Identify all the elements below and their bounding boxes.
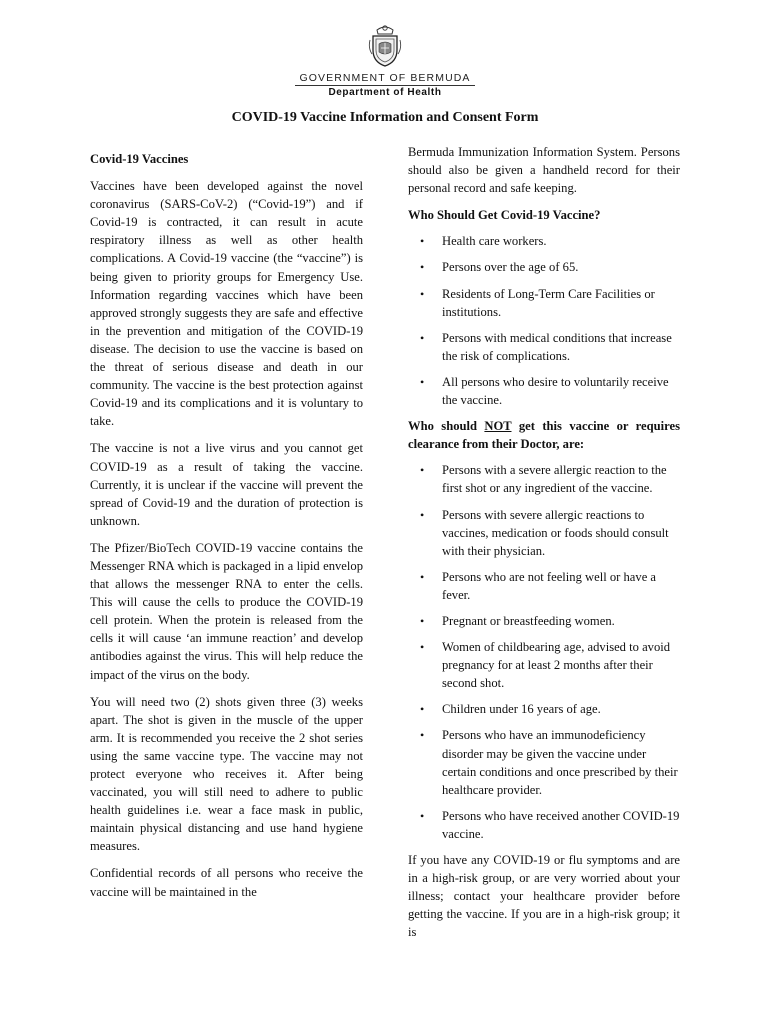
right-column: [408, 143, 680, 950]
list-item: • Health care workers.: [408, 232, 680, 250]
who-not-heading: Who should NOT get this vaccine or requires clearance from their Doctor, are:: [408, 419, 680, 452]
paragraph: The vaccine is not a live virus and you cannot get COVID-19 as a result of taking the vaccine. Currently, it is unclear if the vaccine will prevent the spread of Covid-19 and the duration of protection is unknown.: [90, 441, 363, 528]
paragraph: You will need two (2) shots given three (3) weeks apart. The shot is given in the muscle of the upper arm. It is recommended you receive the 2 shot series using the same vaccine type. The vaccine may not protect everyone who receives it. After being vaccinated, you will still need to adhere to public health guidelines i.e. wear a face mask in public, maintain physical distancing and use hand hygiene measures.: [90, 694, 363, 854]
left-column: [90, 142, 363, 910]
list-item: • All persons who desire to voluntarily receive the vaccine.: [408, 373, 680, 409]
list-item: • Pregnant or breastfeeding women.: [408, 612, 680, 630]
list-item: • Persons with medical conditions that increase the risk of complications.: [408, 329, 680, 365]
department-name: Department of Health: [328, 87, 442, 98]
list-item: • Persons who have received another COVID-19 vaccine.: [408, 807, 680, 843]
list-item: • Persons who are not feeling well or have a fever.: [408, 568, 680, 604]
list-item: • Persons who have an immunodeficiency disorder may be given the vaccine under certain conditions and once prescribed by their healthcare provider.: [408, 726, 680, 798]
paragraph: Confidential records of all persons who receive the vaccine will be maintained in the: [90, 866, 363, 899]
list-item: • Children under 16 years of age.: [408, 700, 680, 718]
list-item: • Residents of Long-Term Care Facilities or institutions.: [408, 285, 680, 321]
letterhead: [0, 22, 770, 98]
paragraph: The Pfizer/BioTech COVID-19 vaccine contains the Messenger RNA which is packaged in a lipid envelop that allows the messenger RNA to enter the cells. This will cause the cells to produce the COVID-19 cell protein. When the protein is released from the cells it will cause ‘an immune reaction’ and develop antibodies against the virus. This will help reduce the impact of the virus on the body.: [90, 540, 363, 682]
paragraph: Bermuda Immunization Information System. Persons should also be given a handheld record for their personal record and safe keeping.: [408, 145, 680, 196]
paragraph: If you have any COVID-19 or flu symptoms and are in a high-risk group, or are very worried about your illness; contact your healthcare provider before getting the vaccine. If you are in a high-risk group; it is: [408, 853, 680, 940]
list-item: • Persons with a severe allergic reaction to the first shot or any ingredient of the vaccine.: [408, 461, 680, 497]
list-item: • Women of childbearing age, advised to avoid pregnancy for at least 2 months after their second shot.: [408, 638, 680, 692]
paragraph: Vaccines have been developed against the novel coronavirus (SARS-CoV-2) (“Covid-19”) and if Covid-19 is contracted, it can result in acute respiratory illness as well as other health complications. A Covid-19 vaccine (the “vaccine”) is being given to priority groups for Emergency Use. Information regarding vaccines which have been approved strongly suggests they are safe and effective in the prevention and mitigation of the COVID-19 disease. The decision to use the vaccine is based on the threat of serious disease and death in our community. The vaccine is the best protection against Covid-19 and its complications and it is voluntary to take.: [90, 179, 363, 429]
who-should-heading: Who Should Get Covid-19 Vaccine?: [408, 208, 601, 223]
form-title: COVID-19 Vaccine Information and Consent Form: [231, 110, 539, 125]
vaccines-heading: Covid-19 Vaccines: [90, 152, 189, 166]
who-not-list: [408, 461, 680, 843]
government-name: GOVERNMENT OF BERMUDA: [0, 72, 770, 86]
list-item: • Persons over the age of 65.: [408, 258, 680, 276]
list-item: • Persons with severe allergic reactions to vaccines, medication or foods should consult with their physician.: [408, 506, 680, 560]
who-should-list: [408, 232, 680, 409]
coat-of-arms-icon: [367, 22, 403, 68]
